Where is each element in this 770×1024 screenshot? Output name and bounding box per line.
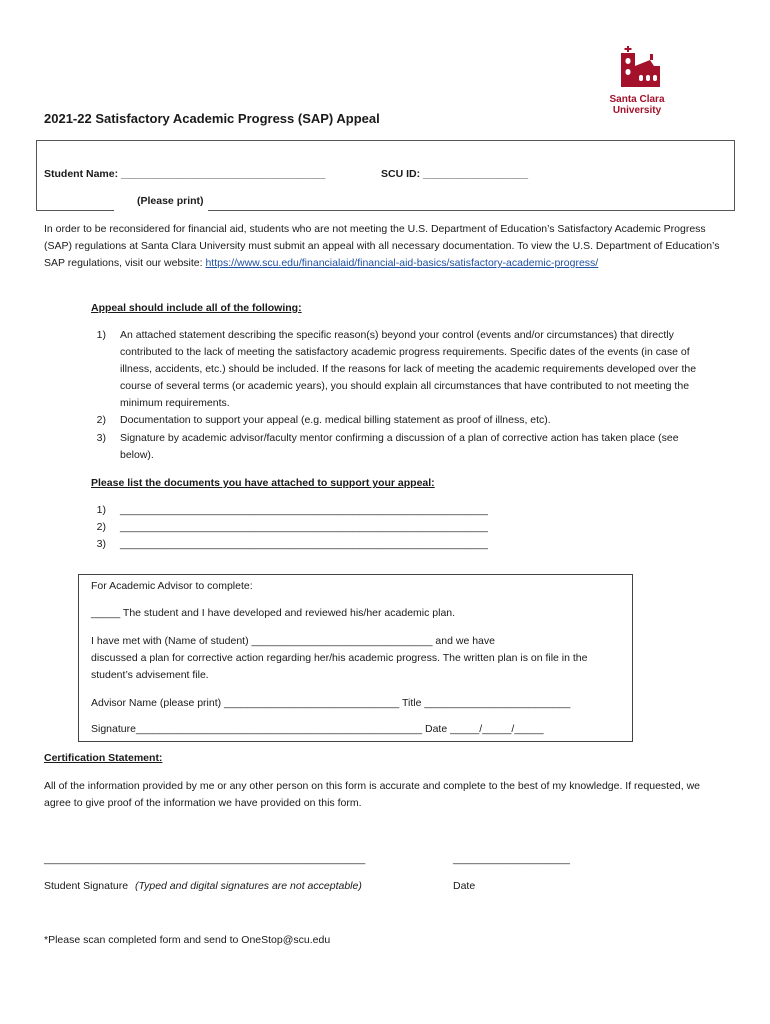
- student-met-field[interactable]: I have met with (Name of student) _______________________________ and we have: [91, 635, 495, 647]
- signature-date-field[interactable]: ____________________: [453, 853, 570, 865]
- appeal-heading: Appeal should include all of the following:: [91, 302, 302, 314]
- certification-text: All of the information provided by me or any other person on this form is accurate and complete to the best of my knowledge. If requested, we agree to give proof of the information we have provided on this form.: [44, 780, 701, 809]
- student-box-divider-right: [208, 210, 734, 211]
- student-name-field[interactable]: Student Name: ___________________________________: [44, 168, 326, 180]
- academic-plan-checkline[interactable]: _____ The student and I have developed and reviewed his/her academic plan.: [91, 607, 456, 619]
- list-item: [74, 430, 700, 464]
- page-title: 2021-22 Satisfactory Academic Progress (SAP) Appeal: [44, 111, 380, 126]
- student-signature-field[interactable]: _______________________________________________________: [44, 853, 366, 865]
- list-number: 3): [96, 538, 106, 550]
- list-number: 2): [96, 521, 106, 533]
- list-number: 1): [96, 329, 106, 341]
- advisor-heading: For Academic Advisor to complete:: [91, 580, 253, 592]
- please-print-note: (Please print): [137, 195, 204, 207]
- document-field-1[interactable]: _______________________________________________________________: [120, 504, 488, 516]
- document-line-row[interactable]: [74, 519, 700, 536]
- document-field-3[interactable]: _______________________________________________________________: [120, 538, 488, 550]
- list-number: 3): [96, 432, 106, 444]
- sap-regulations-link[interactable]: https://www.scu.edu/financialaid/financial-aid-basics/satisfactory-academic-progress/: [205, 257, 599, 269]
- documents-heading: Please list the documents you have attached to support your appeal:: [91, 477, 435, 489]
- document-field-2[interactable]: _______________________________________________________________: [120, 521, 488, 533]
- list-text: An attached statement describing the specific reason(s) beyond your control (events and/or circumstances) that directly contributed to the lack of meeting the satisfactory academic progress requirements. Specific dates of the events (in case of illness, accidents, etc.) should be included. If the reasons for lack of meeting the academic requirements developed over the course of several terms (or academic years), you should explain all circumstances that have contributed to not meeting the minimum requirements.: [120, 329, 697, 409]
- student-signature-label: Student Signature: [44, 880, 129, 892]
- document-line-row[interactable]: [74, 536, 700, 553]
- signature-note: (Typed and digital signatures are not acceptable): [134, 880, 362, 892]
- intro-paragraph: [44, 221, 734, 272]
- university-wordmark: [606, 94, 668, 116]
- document-line-row[interactable]: [74, 502, 700, 519]
- wordmark-line-1: Santa Clara: [609, 94, 665, 105]
- advisor-signature-date-field[interactable]: Signature_________________________________________________ Date _____/_____/_____: [91, 723, 544, 735]
- scu-id-field[interactable]: SCU ID: __________________: [381, 168, 529, 180]
- list-number: 1): [96, 504, 106, 516]
- wordmark-line-2: University: [612, 105, 662, 116]
- list-text: Signature by academic advisor/faculty mentor confirming a discussion of a plan of corrective action has taken place (see below).: [120, 432, 679, 461]
- intro-text: In order to be reconsidered for financial aid, students who are not meeting the U.S. Department of Education’s Satisfactory Academic Progress (SAP) regulations at Santa Clara University must submit an appeal with all necessary documentation. To view the U.S. Department of Education’s SAP regulations, visit our website:: [44, 223, 720, 269]
- list-text: Documentation to support your appeal (e.g. medical billing statement as proof of illness, etc).: [120, 414, 551, 426]
- advisor-name-title-field[interactable]: Advisor Name (please print) ______________________________ Title _________________________: [91, 697, 571, 709]
- corrective-plan-text: discussed a plan for corrective action regarding her/his academic progress. The written plan is on file in the student’s advisement file.: [91, 652, 588, 681]
- list-item: [74, 412, 700, 429]
- list-number: 2): [96, 414, 106, 426]
- date-label: Date: [453, 880, 476, 892]
- student-signature-caption: [44, 878, 362, 895]
- student-box-divider-left: [36, 210, 114, 211]
- list-item: [74, 327, 700, 412]
- scan-instruction: *Please scan completed form and send to OneStop@scu.edu: [44, 934, 331, 946]
- certification-heading: Certification Statement:: [44, 752, 163, 764]
